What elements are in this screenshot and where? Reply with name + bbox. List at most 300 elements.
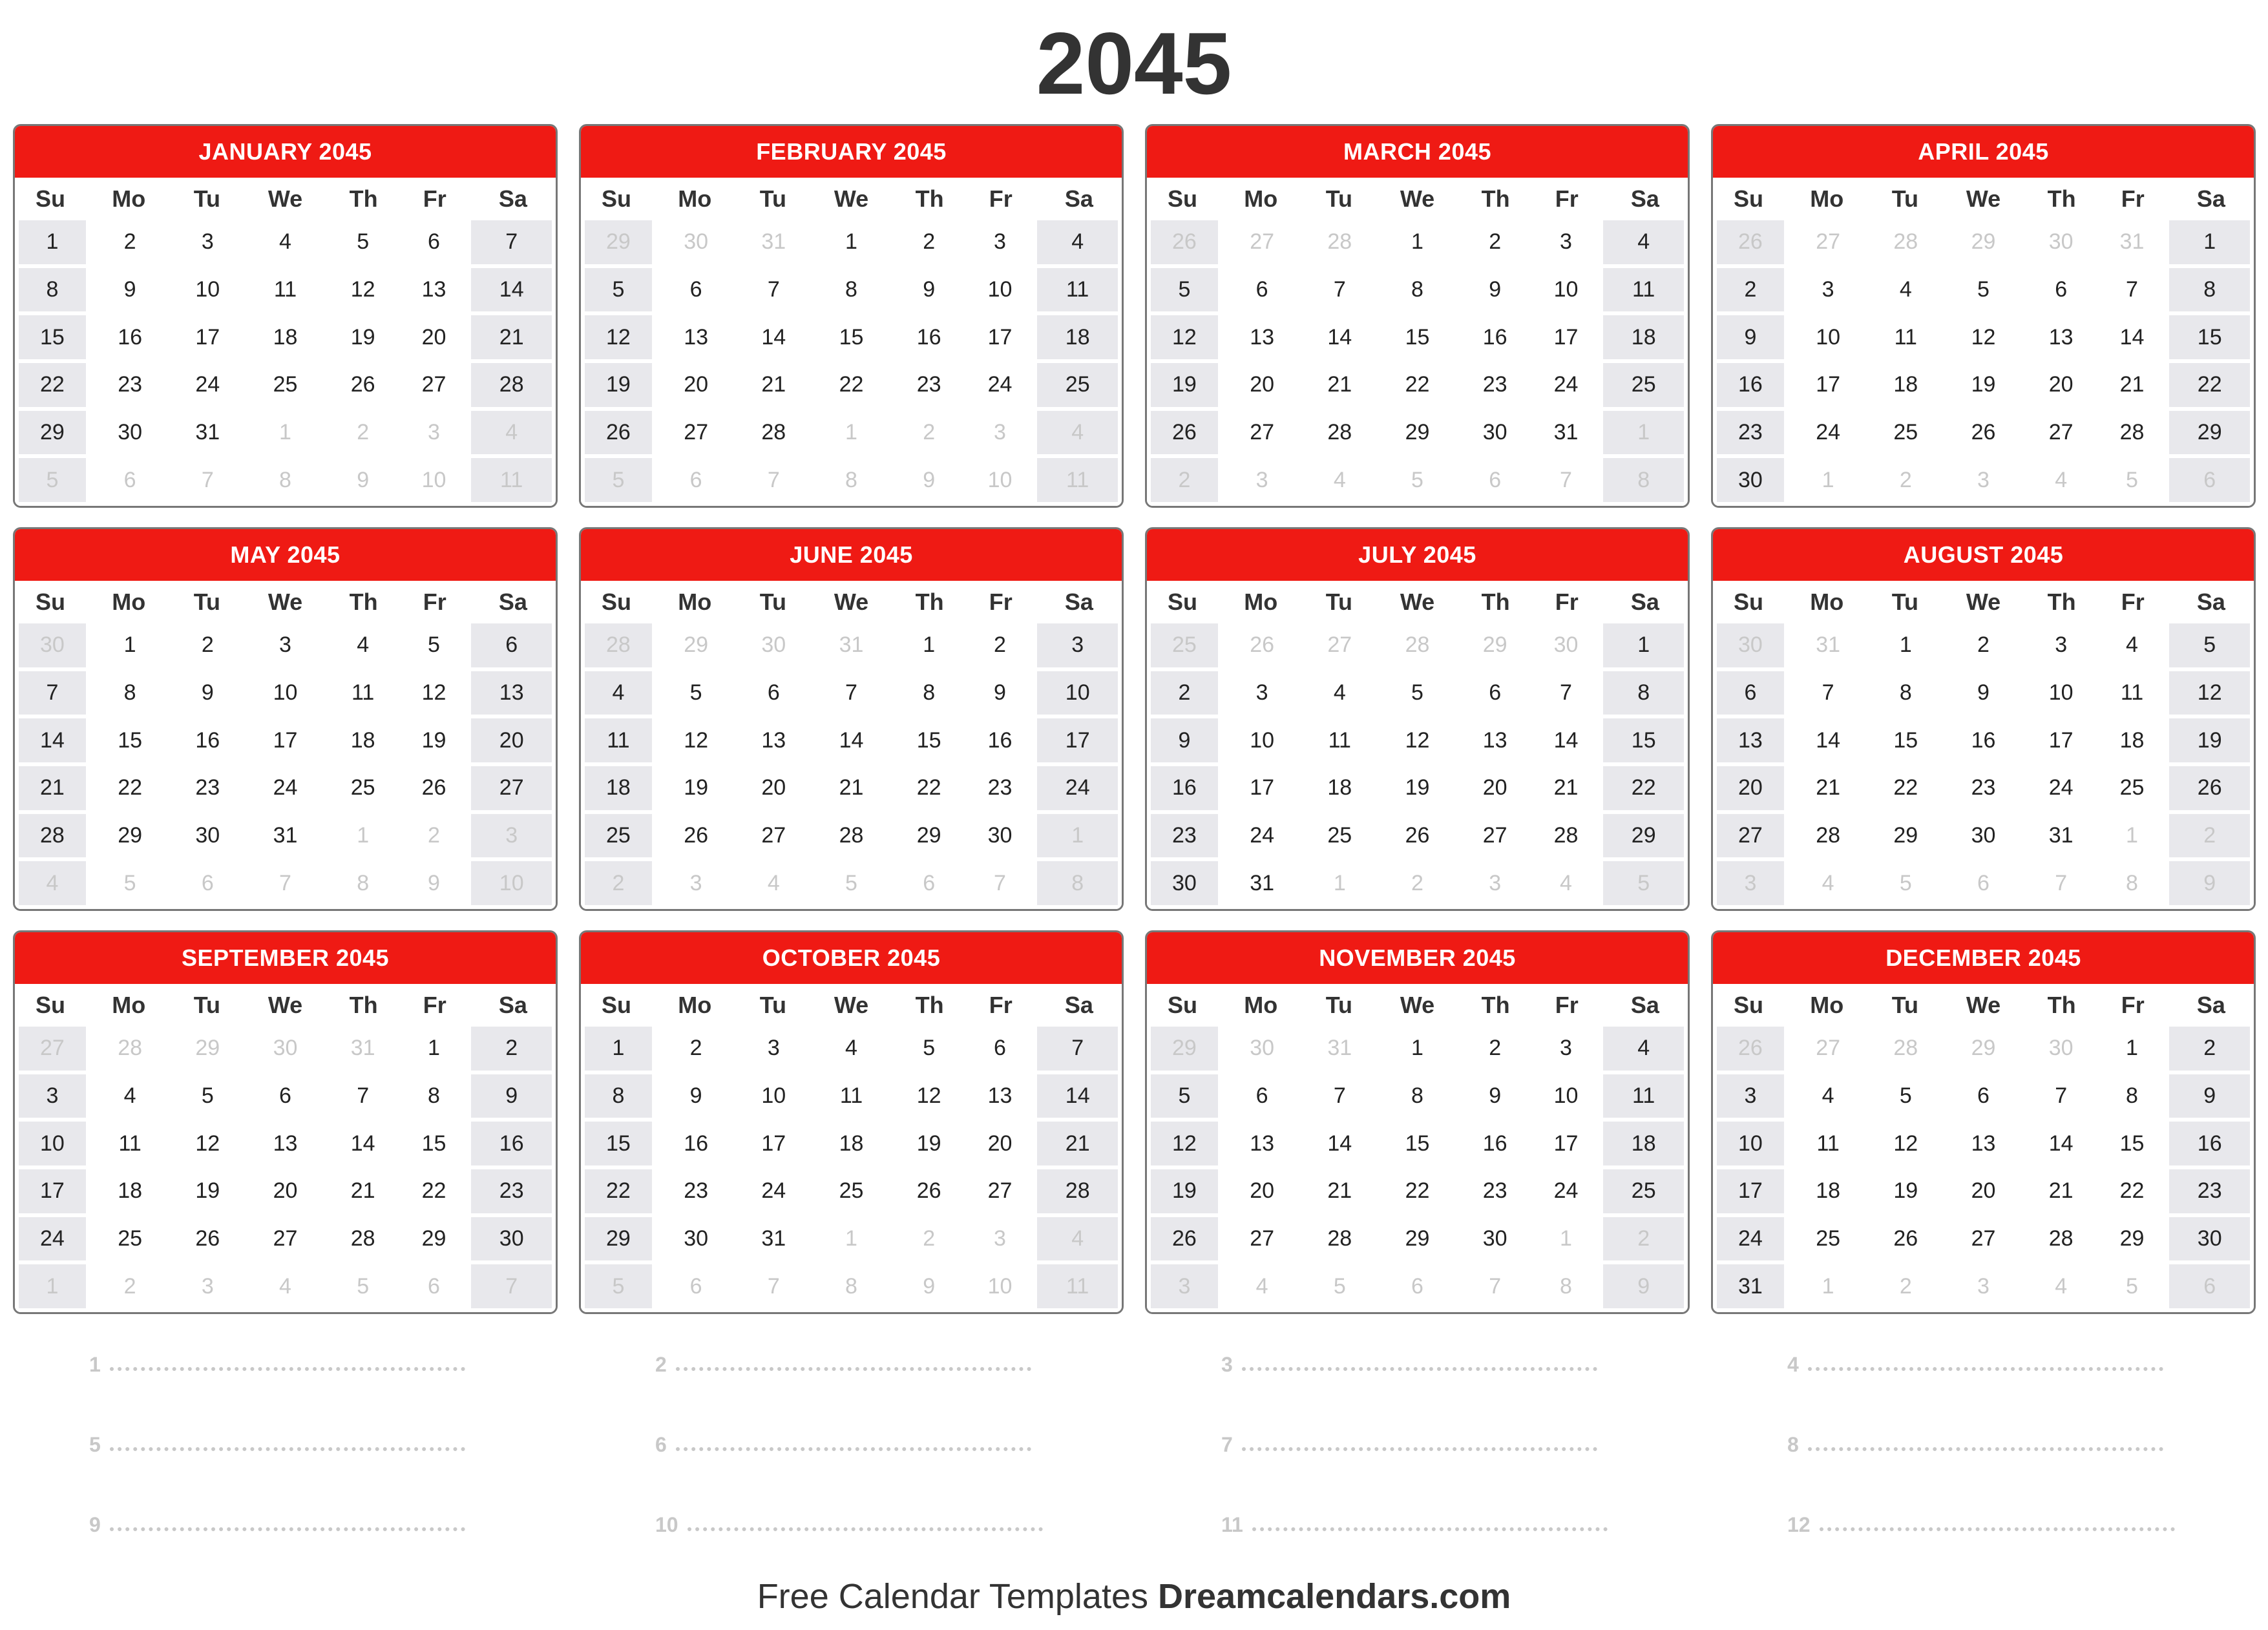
note-number: 7 bbox=[1221, 1432, 1233, 1456]
day-cell: 23 bbox=[1462, 1169, 1529, 1213]
day-cell-adjacent: 6 bbox=[1377, 1264, 1458, 1308]
day-cell: 14 bbox=[330, 1122, 397, 1165]
day-cell: 31 bbox=[1533, 411, 1600, 455]
day-cell: 25 bbox=[1306, 814, 1373, 858]
day-cell: 22 bbox=[90, 766, 171, 810]
day-cell: 20 bbox=[967, 1122, 1034, 1165]
day-cell: 28 bbox=[471, 363, 552, 407]
day-cell: 10 bbox=[740, 1074, 807, 1118]
day-cell-adjacent: 29 bbox=[174, 1027, 241, 1071]
note-line-item bbox=[1145, 1405, 1690, 1485]
day-grid bbox=[1147, 220, 1688, 506]
weekday-label: Th bbox=[2047, 589, 2076, 615]
footer bbox=[0, 1576, 2268, 1616]
day-cell: 30 bbox=[1462, 1217, 1529, 1261]
day-cell: 29 bbox=[2169, 411, 2250, 455]
weekday-label: Tu bbox=[193, 992, 220, 1018]
day-cell: 2 bbox=[2169, 1027, 2250, 1071]
day-cell-adjacent: 30 bbox=[1717, 623, 1784, 667]
day-cell-adjacent: 30 bbox=[2028, 220, 2095, 264]
weekday-label: We bbox=[268, 589, 303, 615]
day-cell: 20 bbox=[471, 718, 552, 762]
day-cell: 2 bbox=[90, 220, 171, 264]
day-cell: 21 bbox=[19, 766, 86, 810]
weekday-header bbox=[1713, 581, 2254, 623]
day-cell: 20 bbox=[2028, 363, 2095, 407]
day-cell: 12 bbox=[1151, 315, 1218, 359]
day-cell-adjacent: 30 bbox=[1222, 1027, 1303, 1071]
day-cell: 22 bbox=[401, 1169, 468, 1213]
day-cell: 11 bbox=[811, 1074, 892, 1118]
day-cell: 4 bbox=[1872, 268, 1939, 312]
weekday-label: Su bbox=[1168, 185, 1198, 212]
day-cell: 3 bbox=[1533, 220, 1600, 264]
note-number: 3 bbox=[1221, 1352, 1233, 1376]
day-cell: 8 bbox=[1872, 671, 1939, 715]
weekday-label: Mo bbox=[1810, 589, 1844, 615]
day-cell: 10 bbox=[1788, 315, 1869, 359]
day-cell: 1 bbox=[1377, 1027, 1458, 1071]
weekday-header bbox=[1147, 984, 1688, 1027]
day-cell: 15 bbox=[90, 718, 171, 762]
day-cell: 30 bbox=[967, 814, 1034, 858]
weekday-label: Fr bbox=[989, 992, 1013, 1018]
day-cell: 31 bbox=[740, 1217, 807, 1261]
weekday-label: Su bbox=[1168, 589, 1198, 615]
day-cell-adjacent: 9 bbox=[1603, 1264, 1684, 1308]
note-dotted-line bbox=[110, 1527, 465, 1531]
weekday-label: Th bbox=[1481, 992, 1510, 1018]
month-title: AUGUST 2045 bbox=[1713, 529, 2254, 581]
day-cell: 26 bbox=[1943, 411, 2024, 455]
day-cell: 2 bbox=[471, 1027, 552, 1071]
day-cell: 19 bbox=[1377, 766, 1458, 810]
day-cell: 3 bbox=[1788, 268, 1869, 312]
day-cell: 25 bbox=[1788, 1217, 1869, 1261]
weekday-label: Mo bbox=[112, 589, 146, 615]
day-cell: 11 bbox=[1872, 315, 1939, 359]
day-cell: 22 bbox=[1377, 1169, 1458, 1213]
day-cell: 11 bbox=[1306, 718, 1373, 762]
weekday-label: Sa bbox=[1064, 992, 1093, 1018]
day-cell-adjacent: 11 bbox=[1037, 458, 1118, 502]
day-cell: 19 bbox=[656, 766, 737, 810]
weekday-label: We bbox=[834, 185, 869, 212]
month-card bbox=[1145, 930, 1690, 1314]
day-cell: 3 bbox=[174, 220, 241, 264]
weekday-label: We bbox=[834, 992, 869, 1018]
month-title: JULY 2045 bbox=[1147, 529, 1688, 581]
note-dotted-line bbox=[1242, 1367, 1597, 1371]
day-cell: 27 bbox=[471, 766, 552, 810]
day-cell: 28 bbox=[1533, 814, 1600, 858]
day-cell-adjacent: 3 bbox=[471, 814, 552, 858]
day-cell: 21 bbox=[330, 1169, 397, 1213]
weekday-label: Sa bbox=[498, 185, 527, 212]
day-cell: 13 bbox=[401, 268, 468, 312]
weekday-label: Sa bbox=[1630, 992, 1659, 1018]
day-cell: 23 bbox=[2169, 1169, 2250, 1213]
day-cell: 28 bbox=[811, 814, 892, 858]
day-cell: 24 bbox=[245, 766, 326, 810]
day-cell-adjacent: 26 bbox=[1151, 220, 1218, 264]
day-cell: 17 bbox=[1788, 363, 1869, 407]
day-cell-adjacent: 6 bbox=[896, 861, 963, 905]
day-cell: 7 bbox=[2028, 1074, 2095, 1118]
day-cell: 15 bbox=[811, 315, 892, 359]
day-cell-adjacent: 29 bbox=[1151, 1027, 1218, 1071]
day-cell-adjacent: 6 bbox=[2169, 458, 2250, 502]
month-title: DECEMBER 2045 bbox=[1713, 932, 2254, 984]
weekday-label: Th bbox=[915, 185, 944, 212]
day-cell-adjacent: 30 bbox=[740, 623, 807, 667]
day-cell-adjacent: 9 bbox=[330, 458, 397, 502]
day-cell: 4 bbox=[90, 1074, 171, 1118]
day-cell: 24 bbox=[2028, 766, 2095, 810]
day-cell: 5 bbox=[1872, 1074, 1939, 1118]
weekday-label: Su bbox=[36, 185, 66, 212]
day-cell-adjacent: 6 bbox=[1943, 861, 2024, 905]
day-cell: 13 bbox=[245, 1122, 326, 1165]
weekday-label: Sa bbox=[2196, 185, 2225, 212]
day-cell-adjacent: 4 bbox=[471, 411, 552, 455]
day-cell: 11 bbox=[1603, 1074, 1684, 1118]
day-cell: 29 bbox=[585, 1217, 652, 1261]
day-cell-adjacent: 10 bbox=[967, 1264, 1034, 1308]
weekday-label: Tu bbox=[1325, 185, 1352, 212]
day-cell-adjacent: 4 bbox=[1788, 861, 1869, 905]
day-cell: 18 bbox=[245, 315, 326, 359]
weekday-label: Tu bbox=[1891, 185, 1918, 212]
day-cell-adjacent: 26 bbox=[1222, 623, 1303, 667]
weekday-label: Fr bbox=[989, 589, 1013, 615]
day-cell-adjacent: 6 bbox=[2169, 1264, 2250, 1308]
month-card bbox=[1145, 527, 1690, 911]
day-cell: 31 bbox=[174, 411, 241, 455]
day-cell-adjacent: 4 bbox=[740, 861, 807, 905]
day-cell-adjacent: 8 bbox=[1603, 458, 1684, 502]
day-cell: 29 bbox=[19, 411, 86, 455]
day-cell: 16 bbox=[896, 315, 963, 359]
weekday-label: Tu bbox=[1891, 589, 1918, 615]
note-number: 12 bbox=[1787, 1512, 1811, 1536]
day-cell-adjacent: 1 bbox=[1037, 814, 1118, 858]
note-dotted-line bbox=[676, 1367, 1031, 1371]
weekday-label: We bbox=[268, 185, 303, 212]
day-cell: 9 bbox=[967, 671, 1034, 715]
day-cell: 10 bbox=[967, 268, 1034, 312]
month-title: JUNE 2045 bbox=[581, 529, 1122, 581]
weekday-label: We bbox=[1400, 992, 1435, 1018]
day-grid bbox=[581, 220, 1122, 506]
day-cell-adjacent: 8 bbox=[245, 458, 326, 502]
weekday-label: Tu bbox=[193, 185, 220, 212]
weekday-label: Tu bbox=[193, 589, 220, 615]
day-cell: 11 bbox=[330, 671, 397, 715]
day-cell: 27 bbox=[1462, 814, 1529, 858]
day-cell: 24 bbox=[1533, 1169, 1600, 1213]
day-cell: 1 bbox=[19, 220, 86, 264]
day-cell: 9 bbox=[2169, 1074, 2250, 1118]
day-cell-adjacent: 11 bbox=[471, 458, 552, 502]
day-cell: 6 bbox=[2028, 268, 2095, 312]
month-title: APRIL 2045 bbox=[1713, 126, 2254, 178]
day-cell-adjacent: 7 bbox=[245, 861, 326, 905]
day-cell-adjacent: 9 bbox=[401, 861, 468, 905]
weekday-label: Fr bbox=[2121, 589, 2145, 615]
day-cell: 25 bbox=[1872, 411, 1939, 455]
day-cell-adjacent: 31 bbox=[2099, 220, 2166, 264]
day-cell: 18 bbox=[1603, 1122, 1684, 1165]
day-cell-adjacent: 1 bbox=[1788, 458, 1869, 502]
day-cell: 27 bbox=[1222, 1217, 1303, 1261]
day-cell: 26 bbox=[896, 1169, 963, 1213]
day-cell: 18 bbox=[2099, 718, 2166, 762]
day-cell: 27 bbox=[401, 363, 468, 407]
day-grid bbox=[1713, 1027, 2254, 1312]
weekday-header bbox=[15, 984, 556, 1027]
day-cell: 24 bbox=[1533, 363, 1600, 407]
weekday-header bbox=[581, 178, 1122, 220]
day-cell: 18 bbox=[811, 1122, 892, 1165]
day-cell: 4 bbox=[1788, 1074, 1869, 1118]
day-cell: 8 bbox=[896, 671, 963, 715]
day-cell: 10 bbox=[19, 1122, 86, 1165]
day-cell: 23 bbox=[1462, 363, 1529, 407]
weekday-header bbox=[1713, 178, 2254, 220]
day-cell: 28 bbox=[1306, 1217, 1373, 1261]
day-cell: 22 bbox=[896, 766, 963, 810]
day-cell: 2 bbox=[1462, 220, 1529, 264]
weekday-label: Sa bbox=[1064, 185, 1093, 212]
day-cell-adjacent: 1 bbox=[1306, 861, 1373, 905]
day-cell-adjacent: 2 bbox=[1603, 1217, 1684, 1261]
day-cell: 4 bbox=[811, 1027, 892, 1071]
day-cell: 16 bbox=[471, 1122, 552, 1165]
day-cell-adjacent: 30 bbox=[2028, 1027, 2095, 1071]
day-cell: 3 bbox=[740, 1027, 807, 1071]
day-cell-adjacent: 5 bbox=[585, 1264, 652, 1308]
day-cell: 19 bbox=[401, 718, 468, 762]
day-cell-adjacent: 27 bbox=[1306, 623, 1373, 667]
day-cell: 2 bbox=[1462, 1027, 1529, 1071]
day-cell-adjacent: 2 bbox=[896, 1217, 963, 1261]
day-cell: 11 bbox=[585, 718, 652, 762]
day-cell: 8 bbox=[1377, 1074, 1458, 1118]
weekday-label: Mo bbox=[678, 185, 712, 212]
day-cell: 15 bbox=[401, 1122, 468, 1165]
day-cell: 2 bbox=[174, 623, 241, 667]
weekday-label: Fr bbox=[2121, 185, 2145, 212]
day-cell: 21 bbox=[1788, 766, 1869, 810]
day-cell: 13 bbox=[2028, 315, 2095, 359]
day-cell: 9 bbox=[90, 268, 171, 312]
weekday-label: We bbox=[268, 992, 303, 1018]
day-cell: 21 bbox=[1533, 766, 1600, 810]
day-cell: 3 bbox=[1222, 671, 1303, 715]
day-cell-adjacent: 10 bbox=[401, 458, 468, 502]
day-cell: 16 bbox=[1717, 363, 1784, 407]
day-cell: 18 bbox=[1037, 315, 1118, 359]
day-cell: 16 bbox=[967, 718, 1034, 762]
day-cell-adjacent: 5 bbox=[585, 458, 652, 502]
day-cell: 16 bbox=[1943, 718, 2024, 762]
day-cell-adjacent: 3 bbox=[1943, 458, 2024, 502]
day-cell: 12 bbox=[1151, 1122, 1218, 1165]
weekday-header bbox=[581, 984, 1122, 1027]
day-cell: 31 bbox=[1717, 1264, 1784, 1308]
day-cell: 23 bbox=[471, 1169, 552, 1213]
day-cell: 23 bbox=[1717, 411, 1784, 455]
day-cell-adjacent: 1 bbox=[1533, 1217, 1600, 1261]
day-cell: 4 bbox=[585, 671, 652, 715]
day-cell: 21 bbox=[2028, 1169, 2095, 1213]
day-cell: 5 bbox=[656, 671, 737, 715]
day-cell-adjacent: 6 bbox=[1462, 458, 1529, 502]
day-cell: 3 bbox=[1037, 623, 1118, 667]
day-cell: 19 bbox=[1943, 363, 2024, 407]
day-cell: 28 bbox=[330, 1217, 397, 1261]
day-cell-adjacent: 4 bbox=[1222, 1264, 1303, 1308]
day-cell: 9 bbox=[1151, 718, 1218, 762]
weekday-label: Sa bbox=[2196, 992, 2225, 1018]
day-cell: 4 bbox=[1306, 671, 1373, 715]
day-cell: 4 bbox=[245, 220, 326, 264]
weekday-header bbox=[581, 581, 1122, 623]
weekday-label: Th bbox=[2047, 185, 2076, 212]
month-card bbox=[13, 124, 558, 508]
note-number: 4 bbox=[1787, 1352, 1799, 1376]
day-cell: 19 bbox=[896, 1122, 963, 1165]
day-cell: 17 bbox=[967, 315, 1034, 359]
day-cell: 5 bbox=[330, 220, 397, 264]
day-cell-adjacent: 6 bbox=[174, 861, 241, 905]
day-cell: 13 bbox=[1943, 1122, 2024, 1165]
day-cell-adjacent: 4 bbox=[1306, 458, 1373, 502]
weekday-label: Sa bbox=[1064, 589, 1093, 615]
day-cell: 6 bbox=[1462, 671, 1529, 715]
day-cell: 20 bbox=[1222, 1169, 1303, 1213]
day-cell: 5 bbox=[896, 1027, 963, 1071]
day-cell-adjacent: 8 bbox=[330, 861, 397, 905]
day-cell: 19 bbox=[174, 1169, 241, 1213]
day-cell: 19 bbox=[1151, 363, 1218, 407]
day-cell: 7 bbox=[1533, 671, 1600, 715]
note-dotted-line bbox=[1808, 1447, 2163, 1451]
day-cell: 25 bbox=[585, 814, 652, 858]
day-cell: 12 bbox=[174, 1122, 241, 1165]
day-cell: 24 bbox=[740, 1169, 807, 1213]
calendar-grid bbox=[13, 124, 2255, 1314]
day-cell-adjacent: 9 bbox=[2169, 861, 2250, 905]
day-cell-adjacent: 7 bbox=[1533, 458, 1600, 502]
day-cell: 29 bbox=[896, 814, 963, 858]
note-line-item bbox=[1711, 1405, 2256, 1485]
day-cell-adjacent: 27 bbox=[1788, 1027, 1869, 1071]
weekday-label: Su bbox=[602, 992, 632, 1018]
note-dotted-line bbox=[110, 1367, 465, 1371]
day-cell: 27 bbox=[656, 411, 737, 455]
day-cell-adjacent: 5 bbox=[2099, 1264, 2166, 1308]
day-cell: 27 bbox=[1943, 1217, 2024, 1261]
day-cell: 4 bbox=[1037, 220, 1118, 264]
day-grid bbox=[581, 623, 1122, 909]
note-number: 1 bbox=[89, 1352, 101, 1376]
day-cell-adjacent: 4 bbox=[245, 1264, 326, 1308]
day-cell: 2 bbox=[656, 1027, 737, 1071]
weekday-header bbox=[1147, 581, 1688, 623]
day-cell-adjacent: 1 bbox=[811, 411, 892, 455]
day-cell: 19 bbox=[1872, 1169, 1939, 1213]
month-card bbox=[579, 527, 1124, 911]
weekday-header bbox=[1713, 984, 2254, 1027]
footer-brand[interactable]: Dreamcalendars.com bbox=[1158, 1577, 1511, 1616]
weekday-label: Sa bbox=[498, 589, 527, 615]
day-cell: 22 bbox=[2169, 363, 2250, 407]
day-cell: 24 bbox=[1037, 766, 1118, 810]
weekday-label: Th bbox=[915, 992, 944, 1018]
day-cell-adjacent: 30 bbox=[245, 1027, 326, 1071]
weekday-label: Fr bbox=[989, 185, 1013, 212]
day-cell: 1 bbox=[1872, 623, 1939, 667]
day-cell-adjacent: 7 bbox=[740, 1264, 807, 1308]
day-cell-adjacent: 3 bbox=[401, 411, 468, 455]
day-cell: 17 bbox=[2028, 718, 2095, 762]
weekday-header bbox=[15, 581, 556, 623]
day-cell: 3 bbox=[19, 1074, 86, 1118]
month-card bbox=[579, 124, 1124, 508]
day-cell: 29 bbox=[90, 814, 171, 858]
day-cell-adjacent: 4 bbox=[1037, 411, 1118, 455]
month-card bbox=[1711, 527, 2256, 911]
day-cell: 19 bbox=[585, 363, 652, 407]
day-cell: 22 bbox=[585, 1169, 652, 1213]
day-cell: 27 bbox=[967, 1169, 1034, 1213]
day-cell: 12 bbox=[585, 315, 652, 359]
day-cell: 5 bbox=[2169, 623, 2250, 667]
day-cell: 11 bbox=[2099, 671, 2166, 715]
day-cell: 8 bbox=[401, 1074, 468, 1118]
day-cell: 12 bbox=[1943, 315, 2024, 359]
day-cell: 22 bbox=[1377, 363, 1458, 407]
month-card bbox=[13, 527, 558, 911]
month-title: JANUARY 2045 bbox=[15, 126, 556, 178]
day-cell: 31 bbox=[2028, 814, 2095, 858]
day-cell-adjacent: 7 bbox=[174, 458, 241, 502]
weekday-label: Fr bbox=[2121, 992, 2145, 1018]
weekday-label: Mo bbox=[1244, 589, 1278, 615]
day-cell: 23 bbox=[967, 766, 1034, 810]
day-cell: 3 bbox=[1717, 1074, 1784, 1118]
day-cell: 28 bbox=[1788, 814, 1869, 858]
day-cell-adjacent: 31 bbox=[740, 220, 807, 264]
day-cell-adjacent: 2 bbox=[585, 861, 652, 905]
day-cell-adjacent: 30 bbox=[19, 623, 86, 667]
month-title: OCTOBER 2045 bbox=[581, 932, 1122, 984]
weekday-label: We bbox=[1400, 589, 1435, 615]
day-cell: 7 bbox=[1788, 671, 1869, 715]
day-cell: 9 bbox=[1462, 268, 1529, 312]
day-cell: 3 bbox=[2028, 623, 2095, 667]
day-cell-adjacent: 2 bbox=[1872, 458, 1939, 502]
day-cell: 28 bbox=[2028, 1217, 2095, 1261]
day-cell: 21 bbox=[811, 766, 892, 810]
weekday-label: Mo bbox=[1244, 185, 1278, 212]
weekday-label: Su bbox=[1734, 589, 1764, 615]
note-dotted-line bbox=[676, 1447, 1031, 1451]
day-cell: 1 bbox=[896, 623, 963, 667]
day-cell-adjacent: 1 bbox=[330, 814, 397, 858]
